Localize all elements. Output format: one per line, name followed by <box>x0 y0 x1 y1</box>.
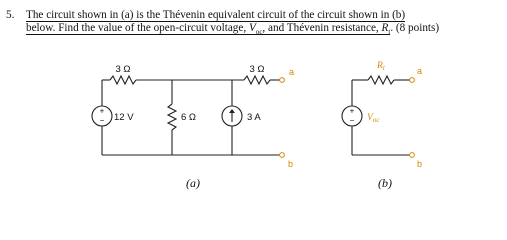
terminal-b-circuit-b-node <box>410 153 415 158</box>
voc-symbol: V <box>248 22 256 34</box>
voc-subscript: oc <box>255 28 263 37</box>
caption-a: (a) <box>186 176 200 190</box>
rt-symbol: R <box>381 22 389 34</box>
label-voc <box>367 113 380 124</box>
label-rt-main: R <box>377 61 383 71</box>
label-terminal-a: a <box>289 67 295 77</box>
label-b-terminal-b: b <box>417 159 423 169</box>
problem-points: . (8 points) <box>390 22 440 34</box>
label-voc-main: V <box>367 113 373 123</box>
resistor-r3 <box>244 76 270 84</box>
voc-minus: − <box>349 116 355 125</box>
problem-text-a: below. Find the value of the open-circuit voltage, <box>26 22 249 34</box>
problem-number: 5. <box>6 9 15 21</box>
label-isrc: 3 A <box>247 112 261 123</box>
terminal-b-circuit-a-node <box>410 78 415 83</box>
resistor-r1 <box>110 76 136 84</box>
label-voc-sub: oc <box>372 116 380 124</box>
label-r2: 6 Ω <box>181 112 197 123</box>
circuit-b <box>342 61 422 190</box>
caption-b: (b) <box>378 176 392 190</box>
resistor-r2 <box>168 104 176 130</box>
label-r1: 3 Ω <box>115 64 131 75</box>
label-vsrc: 12 V <box>114 112 134 123</box>
rt-subscript: t <box>388 28 391 37</box>
voc-plus: + <box>349 106 355 116</box>
label-terminal-b: b <box>288 159 294 169</box>
label-rt-sub: t <box>382 64 385 72</box>
terminal-a-node <box>280 78 285 83</box>
problem-text-b: , and Thévenin resistance, <box>262 22 382 34</box>
label-r3: 3 Ω <box>249 64 265 75</box>
vsrc-plus: + <box>99 106 105 116</box>
isrc-arrow-head <box>229 109 235 113</box>
label-b-terminal-a: a <box>417 66 423 76</box>
circuit-a <box>92 64 294 190</box>
vsrc-minus: − <box>99 116 105 125</box>
label-rt <box>376 61 386 72</box>
problem-line-1-text: The circuit shown in (a) is the Thévenin equivalent circuit of the circuit shown in (b) <box>26 9 406 21</box>
terminal-b-node <box>280 153 285 158</box>
resistor-rt <box>368 76 394 84</box>
